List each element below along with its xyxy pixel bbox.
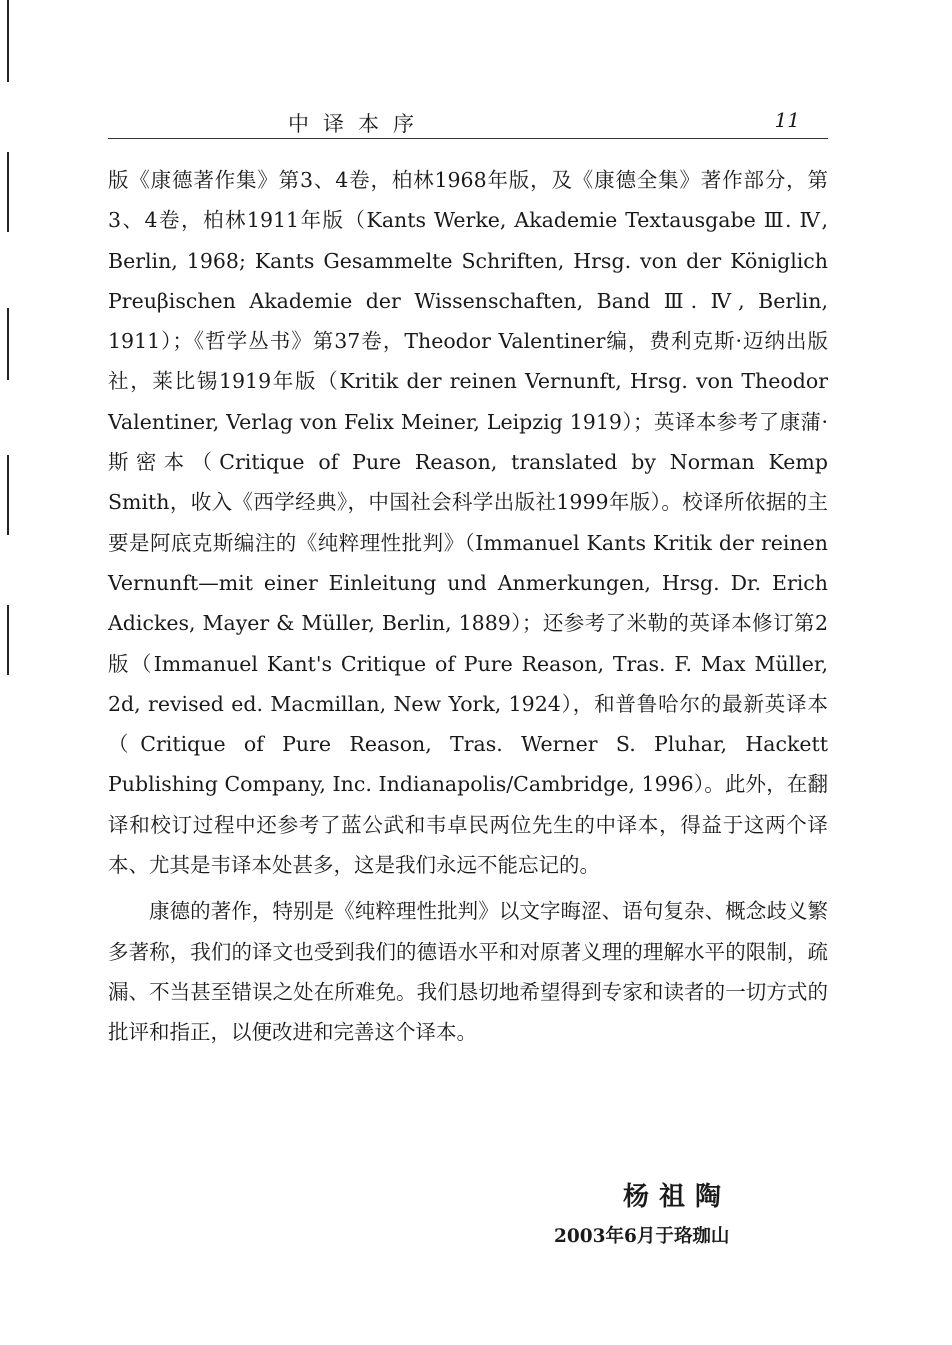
paragraph: 康德的著作，特别是《纯粹理性批判》以文字晦涩、语句复杂、概念歧义繁多著称，我们的译文也受到我们的德语水平和对原著义理的理解水平的限制，疏漏、不当甚至错误之处在所难免。我们恳切地希望得到专家和读者的一切方式的批评和指正，以便改进和完善这个译本。 (108, 899, 828, 1045)
paragraph: 版《康德著作集》第3、4卷，柏林1968年版，及《康德全集》著作部分，第3、4卷，柏林1911年版（Kants Werke, Akademie Textausgabe Ⅲ. Ⅳ, Berlin, 1968; Kants Gesammelte Schriften, Hrsg. von der Königlich Preuβischen Akademie der Wissenschaften, Band Ⅲ. Ⅳ, Berlin, 1911）；《哲学丛书》第37卷，Theodor Valentiner编，费利克斯·迈纳出版社，莱比锡1919年版（Kritik der reinen Vernunft, Hrsg. von Theodor Valentiner, Verlag von Felix Meiner, Leipzig 1919）；英译本参考了康蒲·斯密本（Critique of Pure Reason, translated by Norman Kemp Smith，收入《西学经典》，中国社会科学出版社1999年版）。校译所依据的主要是阿底克斯编注的《纯粹理性批判》（Immanuel Kants Kritik der reinen Vernunft—mit einer Einleitung und Anmerkungen, Hrsg. Dr. Erich Adickes, Mayer & Müller, Berlin, 1889）；还参考了米勒的英译本修订第2版（Immanuel Kant's Critique of Pure Reason, Tras. F. Max Müller, 2d, revised ed. Macmillan, New York, 1924），和普鲁哈尔的最新英译本（Critique of Pure Reason, Tras. Werner S. Pluhar, Hackett Publishing Company, Inc. Indianapolis/Cambridge, 1996）。此外，在翻译和校订过程中还参考了蓝公武和韦卓民两位先生的中译本，得益于这两个译本、尤其是韦译本处甚多，这是我们永远不能忘记的。 (108, 168, 828, 878)
scan-edge-mark (7, 455, 9, 535)
scan-edge-mark (7, 152, 9, 232)
author-signature: 杨祖陶 (623, 1182, 732, 1212)
scan-edge-mark (7, 605, 9, 675)
page-number: 11 (774, 108, 800, 132)
running-header (108, 104, 828, 139)
body-text (108, 160, 828, 1053)
scan-edge-mark (7, 308, 9, 380)
scan-edge-mark (7, 0, 9, 82)
signature-date: 2003年6月于珞珈山 (554, 1226, 730, 1247)
header-title: 中译本序 (288, 112, 428, 136)
